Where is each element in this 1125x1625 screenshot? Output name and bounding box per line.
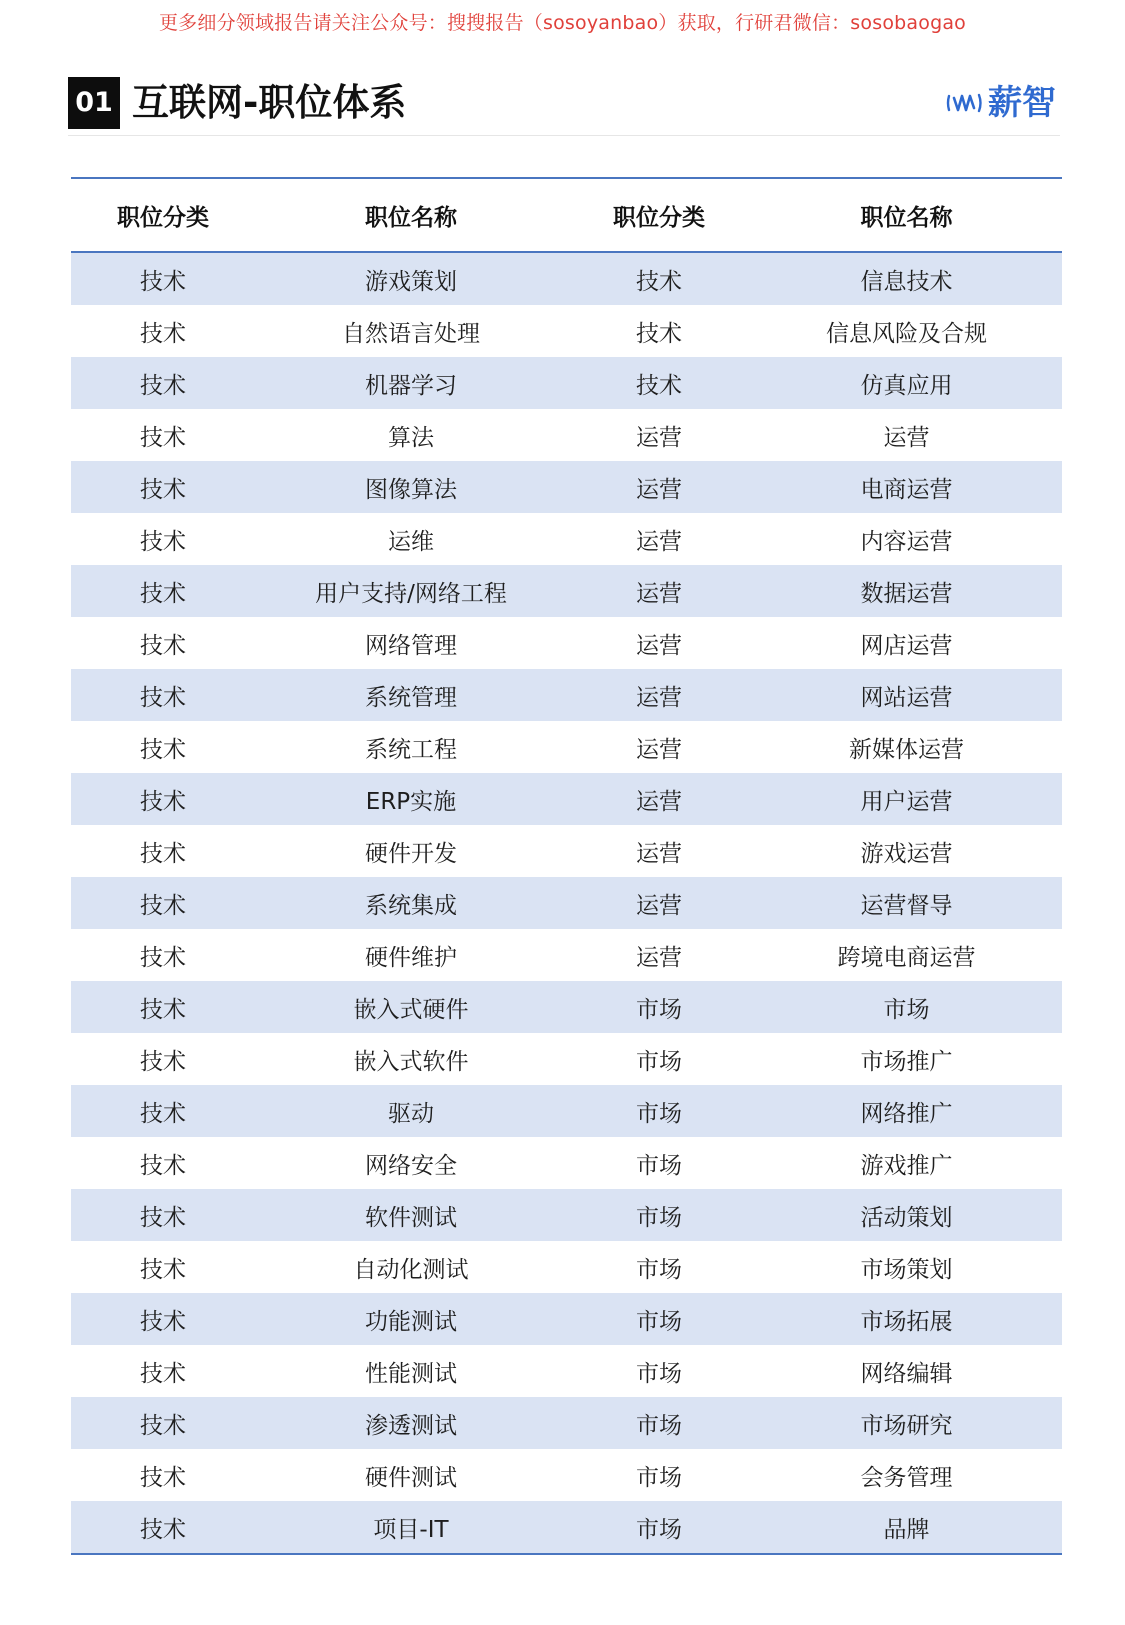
table-row [71, 929, 1062, 981]
cell-position-right: 市场推广 [751, 1033, 1062, 1085]
cell-position-right: 信息技术 [751, 252, 1062, 305]
cell-position-left: 系统集成 [255, 877, 567, 929]
cell-position-left: 硬件测试 [255, 1449, 567, 1501]
cell-category-right: 运营 [567, 409, 751, 461]
table-row [71, 981, 1062, 1033]
table-row [71, 1345, 1062, 1397]
cell-category-right: 技术 [567, 357, 751, 409]
cell-position-right: 运营督导 [751, 877, 1062, 929]
cell-category-left: 技术 [71, 1241, 255, 1293]
cell-category-left: 技术 [71, 409, 255, 461]
cell-category-left: 技术 [71, 1449, 255, 1501]
cell-position-right: 游戏推广 [751, 1137, 1062, 1189]
cell-category-left: 技术 [71, 929, 255, 981]
cell-category-left: 技术 [71, 981, 255, 1033]
header-name-1: 职位名称 [255, 178, 567, 252]
cell-category-left: 技术 [71, 1137, 255, 1189]
cell-position-right: 游戏运营 [751, 825, 1062, 877]
cell-position-left: 渗透测试 [255, 1397, 567, 1449]
cell-category-right: 运营 [567, 877, 751, 929]
cell-category-right: 运营 [567, 513, 751, 565]
cell-category-left: 技术 [71, 305, 255, 357]
cell-position-right: 数据运营 [751, 565, 1062, 617]
cell-position-right: 活动策划 [751, 1189, 1062, 1241]
job-category-table [71, 177, 1062, 1555]
table-row [71, 513, 1062, 565]
cell-category-right: 运营 [567, 825, 751, 877]
table-row [71, 252, 1062, 305]
table-row [71, 1033, 1062, 1085]
cell-category-right: 市场 [567, 1345, 751, 1397]
cell-category-left: 技术 [71, 1345, 255, 1397]
cell-category-right: 技术 [567, 252, 751, 305]
cell-position-left: 自动化测试 [255, 1241, 567, 1293]
cell-category-right: 市场 [567, 1241, 751, 1293]
cell-position-right: 跨境电商运营 [751, 929, 1062, 981]
table-row [71, 773, 1062, 825]
cell-position-right: 网络编辑 [751, 1345, 1062, 1397]
cell-category-right: 运营 [567, 565, 751, 617]
cell-category-right: 市场 [567, 1449, 751, 1501]
cell-position-right: 信息风险及合规 [751, 305, 1062, 357]
cell-category-right: 运营 [567, 461, 751, 513]
table-row [71, 565, 1062, 617]
table-row [71, 669, 1062, 721]
cell-category-left: 技术 [71, 617, 255, 669]
cell-position-left: 功能测试 [255, 1293, 567, 1345]
table-row [71, 1501, 1062, 1554]
brand-logo-text: 薪智 [988, 83, 1056, 123]
cell-position-left: 嵌入式硬件 [255, 981, 567, 1033]
table-row [71, 1189, 1062, 1241]
cell-position-left: 硬件维护 [255, 929, 567, 981]
cell-position-right: 运营 [751, 409, 1062, 461]
cell-position-right: 会务管理 [751, 1449, 1062, 1501]
table-row [71, 721, 1062, 773]
cell-category-right: 市场 [567, 981, 751, 1033]
table-row [71, 357, 1062, 409]
cell-category-right: 市场 [567, 1189, 751, 1241]
cell-position-right: 网络推广 [751, 1085, 1062, 1137]
table-row [71, 1085, 1062, 1137]
cell-position-left: 网络安全 [255, 1137, 567, 1189]
cell-position-left: 性能测试 [255, 1345, 567, 1397]
cell-category-left: 技术 [71, 461, 255, 513]
header-category-1: 职位分类 [71, 178, 255, 252]
cell-position-right: 网店运营 [751, 617, 1062, 669]
cell-category-right: 运营 [567, 721, 751, 773]
cell-category-right: 运营 [567, 773, 751, 825]
cell-category-left: 技术 [71, 1501, 255, 1554]
cell-category-left: 技术 [71, 825, 255, 877]
section-number: 01 [68, 77, 120, 129]
table-header-row [71, 178, 1062, 252]
header-category-2: 职位分类 [567, 178, 751, 252]
cell-position-right: 市场 [751, 981, 1062, 1033]
cell-category-right: 市场 [567, 1293, 751, 1345]
cell-category-right: 运营 [567, 669, 751, 721]
promo-banner: 更多细分领域报告请关注公众号：搜搜报告（sosoyanbao）获取，行研君微信：sosobaogao [158, 12, 966, 34]
waveform-icon [946, 88, 986, 118]
cell-position-left: 网络管理 [255, 617, 567, 669]
cell-position-left: 游戏策划 [255, 252, 567, 305]
cell-category-left: 技术 [71, 513, 255, 565]
cell-category-left: 技术 [71, 721, 255, 773]
cell-position-right: 内容运营 [751, 513, 1062, 565]
cell-category-right: 运营 [567, 929, 751, 981]
cell-position-right: 网站运营 [751, 669, 1062, 721]
table-body [71, 252, 1062, 1554]
cell-category-right: 市场 [567, 1397, 751, 1449]
cell-position-left: 项目-IT [255, 1501, 567, 1554]
cell-position-left: 图像算法 [255, 461, 567, 513]
cell-position-left: 运维 [255, 513, 567, 565]
table-row [71, 461, 1062, 513]
page-title: 互联网-职位体系 [132, 81, 407, 124]
cell-category-right: 运营 [567, 617, 751, 669]
cell-position-right: 用户运营 [751, 773, 1062, 825]
cell-category-left: 技术 [71, 357, 255, 409]
cell-position-left: 软件测试 [255, 1189, 567, 1241]
cell-position-right: 市场研究 [751, 1397, 1062, 1449]
cell-position-left: 嵌入式软件 [255, 1033, 567, 1085]
table-row [71, 1397, 1062, 1449]
cell-position-left: 机器学习 [255, 357, 567, 409]
table-row [71, 305, 1062, 357]
cell-position-left: 系统工程 [255, 721, 567, 773]
cell-position-right: 品牌 [751, 1501, 1062, 1554]
cell-category-right: 技术 [567, 305, 751, 357]
cell-category-left: 技术 [71, 1033, 255, 1085]
table-row [71, 877, 1062, 929]
cell-category-right: 市场 [567, 1137, 751, 1189]
table-row [71, 1293, 1062, 1345]
cell-category-left: 技术 [71, 877, 255, 929]
cell-position-right: 电商运营 [751, 461, 1062, 513]
cell-category-left: 技术 [71, 252, 255, 305]
table-row [71, 1241, 1062, 1293]
cell-position-right: 市场拓展 [751, 1293, 1062, 1345]
cell-position-left: 算法 [255, 409, 567, 461]
header-name-2: 职位名称 [751, 178, 1062, 252]
cell-position-left: 驱动 [255, 1085, 567, 1137]
table-row [71, 1449, 1062, 1501]
cell-category-right: 市场 [567, 1033, 751, 1085]
brand-logo [946, 83, 1056, 123]
cell-category-left: 技术 [71, 1189, 255, 1241]
cell-position-right: 新媒体运营 [751, 721, 1062, 773]
cell-category-right: 市场 [567, 1085, 751, 1137]
cell-category-left: 技术 [71, 1085, 255, 1137]
table-row [71, 1137, 1062, 1189]
page-header [68, 75, 1060, 136]
table-row [71, 617, 1062, 669]
cell-category-right: 市场 [567, 1501, 751, 1554]
cell-position-left: 系统管理 [255, 669, 567, 721]
cell-position-left: 用户支持/网络工程 [255, 565, 567, 617]
cell-position-left: 自然语言处理 [255, 305, 567, 357]
cell-position-right: 仿真应用 [751, 357, 1062, 409]
table-row [71, 409, 1062, 461]
cell-category-left: 技术 [71, 669, 255, 721]
cell-category-left: 技术 [71, 1293, 255, 1345]
cell-position-left: ERP实施 [255, 773, 567, 825]
cell-category-left: 技术 [71, 773, 255, 825]
cell-category-left: 技术 [71, 565, 255, 617]
cell-category-left: 技术 [71, 1397, 255, 1449]
table-row [71, 825, 1062, 877]
cell-position-left: 硬件开发 [255, 825, 567, 877]
cell-position-right: 市场策划 [751, 1241, 1062, 1293]
